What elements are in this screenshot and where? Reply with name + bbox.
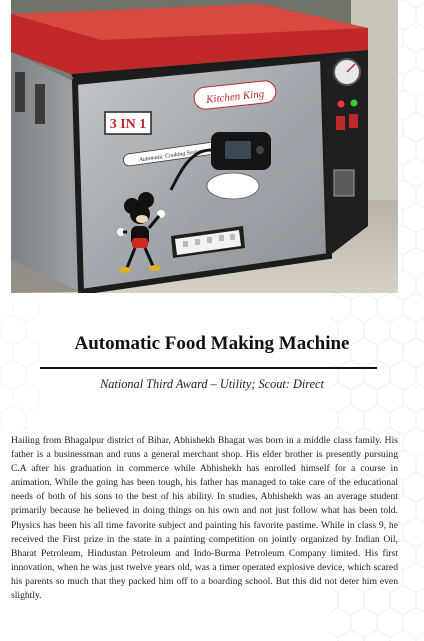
article-subtitle: National Third Award – Utility; Scout: Direct <box>100 377 324 391</box>
system-label-text: Automatic Cooking System <box>138 148 204 164</box>
brand-label-text: Kitchen King <box>205 87 265 107</box>
title-divider <box>40 367 377 369</box>
machine-illustration <box>11 0 398 293</box>
article-title: Automatic Food Making Machine <box>74 333 350 354</box>
sticker <box>207 173 259 199</box>
badge-3in1-text: 3 IN 1 <box>109 117 147 132</box>
article-body: Hailing from Bhagalpur district of Bihar, Abhishekh Bhagat was born in a middle class family. His father is a businessman and runs a general merchant shop. His elder brother is presently pursuing C.A after his graduation in commerce while Abhishekh has enrolled himself for a course in animation. While the going has been tough, his father has managed to take care of the educational needs of both of his sons to the best of his ability. In studies, Abhishekh was an average student primarily because he believed in doing things on his own and not just follow what has been told. Physics has been his all time favorite subject and painting his favorite pastime. While in class 9, he received the First prize in the state in a painting competition on jointly organized by Indian Oil, Bharat Petroleum, Hindustan Petroleum and Indo-Burma Petroleum Company limited. His first innovation, when he was just twelve years old, was a timer operated explosive device, which scared his parents so much that they packed him off to a boarding school. But this did not deter him even slightly. <box>11 435 398 602</box>
machine-photo <box>11 0 398 293</box>
